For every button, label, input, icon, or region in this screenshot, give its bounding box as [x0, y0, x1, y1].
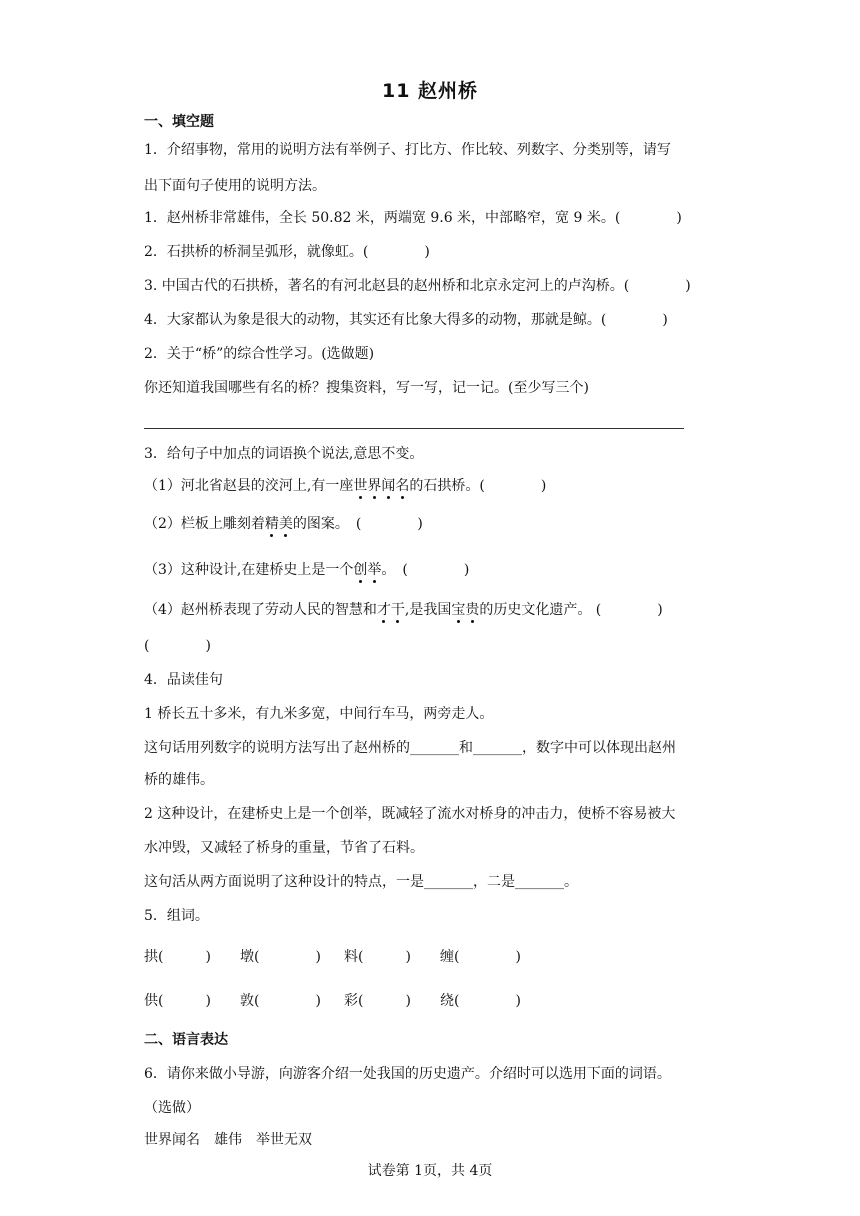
q3-stem: 3．给句子中加点的词语换个说法,意思不变。 — [144, 446, 424, 462]
q3-extra-blank: ( ) — [144, 638, 211, 654]
q1-item-3: 3. 中国古代的石拱桥，著名的有河北赵县的赵州桥和北京永定河上的卢沟桥。( ) — [144, 278, 691, 294]
q4-sentence-1: 1 桥长五十多米，有九米多宽，中间行车马，两旁走人。 — [144, 706, 494, 722]
q4-sentence-2-line2: 水冲毁，又减轻了桥身的重量，节省了石料。 — [144, 840, 424, 856]
word-group-item: 料( ) — [344, 949, 411, 965]
q3-sentence-3 — [144, 560, 469, 580]
q1-item-2: 2．石拱桥的桥洞呈弧形，就像虹。( ) — [144, 244, 430, 260]
q1-stem-line1: 1．介绍事物，常用的说明方法有举例子、打比方、作比较、列数字、分类别等，请写 — [144, 142, 671, 158]
section-heading-language-expression: 二、语言表达 — [144, 1032, 228, 1048]
answer-line — [144, 428, 684, 429]
q2-prompt: 你还知道我国哪些有名的桥？搜集资料，写一写，记一记。(至少写三个) — [144, 380, 589, 396]
page-footer: 试卷第 1页，共 4页 — [367, 1163, 493, 1179]
q3-s4-text-after: 的历史文化遗产。 ( ) — [479, 602, 663, 618]
page-title: 11 赵州桥 — [381, 80, 479, 102]
dotted-char: 干 — [390, 602, 405, 618]
word-group-item: 缠( ) — [440, 949, 521, 965]
word-group-item: 彩( ) — [344, 993, 411, 1009]
q3-s2-text-after: 的图案。 ( ) — [292, 516, 423, 532]
word-group-item: 供( ) — [144, 993, 211, 1009]
q3-s1-text-before: （1）河北省赵县的洨河上,有一座 — [144, 478, 354, 494]
q1-stem-line2: 出下面句子使用的说明方法。 — [144, 178, 326, 194]
q2-stem: 2．关于“桥”的综合性学习。(选做题) — [144, 346, 375, 362]
dotted-char: 贵 — [465, 602, 480, 618]
q3-s3-text-after: 。 ( ) — [381, 562, 470, 578]
q6-words: 世界闻名 雄伟 举世无双 — [144, 1132, 312, 1148]
dotted-char: 美 — [278, 516, 293, 532]
q4-stem: 4．品读佳句 — [144, 672, 223, 688]
q3-s1-text-after: 的石拱桥。( ) — [409, 478, 547, 494]
word-group-item: 拱( ) — [144, 949, 211, 965]
q3-s4-text-before: （4）赵州桥表现了劳动人民的智慧和 — [144, 602, 377, 618]
dotted-char: 创 — [353, 562, 368, 578]
q3-s3-text-before: （3）这种设计,在建桥史上是一个 — [144, 562, 354, 578]
q4-sentence-2-line1: 2 这种设计，在建桥史上是一个创举，既减轻了流水对桥身的冲击力，使桥不容易被大 — [144, 806, 676, 822]
q3-sentence-4 — [144, 600, 663, 620]
q1-item-1: 1．赵州桥非常雄伟，全长 50.82 米，两端宽 9.6 米，中部略窄，宽 9 米。( ) — [144, 210, 682, 226]
q5-stem: 5．组词。 — [144, 908, 209, 924]
q3-sentence-2 — [144, 514, 423, 534]
dotted-char: 举 — [367, 562, 382, 578]
dotted-char: 界 — [367, 478, 382, 494]
q4-question-2: 这句活从两方面说明了这种设计的特点，一是_______，二是_______。 — [144, 874, 578, 890]
q6-stem: 6．请你来做小导游，向游客介绍一处我国的历史遗产。介绍时可以选用下面的词语。 — [144, 1066, 671, 1082]
q3-s4-text-mid: ,是我国 — [404, 602, 452, 618]
dotted-char: 闻 — [381, 478, 396, 494]
q4-question-1-line1: 这句话用列数字的说明方法写出了赵州桥的_______和_______，数字中可以体现出赵州 — [144, 740, 676, 756]
dotted-char: 世 — [353, 478, 368, 494]
dotted-char: 才 — [376, 602, 391, 618]
q6-note: （选做） — [144, 1100, 200, 1116]
dotted-char: 名 — [395, 478, 410, 494]
q4-question-1-line2: 桥的雄伟。 — [144, 772, 214, 788]
q3-s2-text-before: （2）栏板上雕刻着 — [144, 516, 265, 532]
word-group-item: 绕( ) — [440, 993, 521, 1009]
word-group-item: 墩( ) — [240, 949, 321, 965]
section-heading-fill-blank: 一、填空题 — [144, 114, 214, 130]
dotted-char: 宝 — [451, 602, 466, 618]
q1-item-4: 4．大家都认为象是很大的动物，其实还有比象大得多的动物，那就是鲸。( ) — [144, 312, 668, 328]
dotted-char: 精 — [264, 516, 279, 532]
word-group-item: 敦( ) — [240, 993, 321, 1009]
q3-sentence-1 — [144, 476, 546, 496]
